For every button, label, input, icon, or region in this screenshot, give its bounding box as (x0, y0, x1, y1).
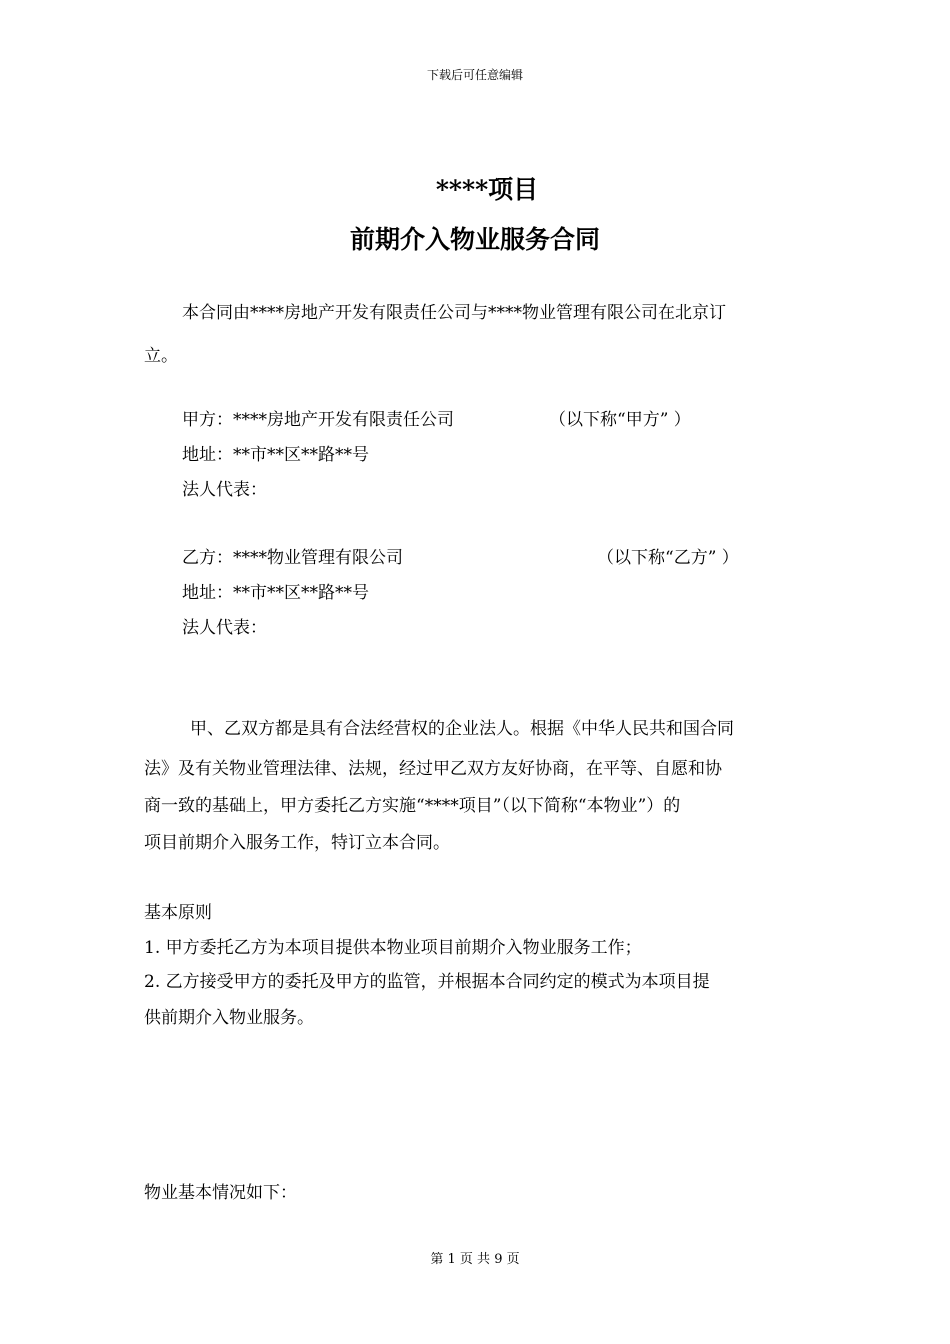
principle-item-1: 1. 甲方委托乙方为本项目提供本物业项目前期介入物业服务工作； (144, 938, 642, 958)
party-a-alias: （以下称“甲方” ） (549, 410, 691, 430)
page-footer: 第 1 页 共 9 页 (430, 1252, 520, 1267)
preamble-line-1: 甲、乙双方都是具有合法经营权的企业法人。根据《中华人民共和国合同 (190, 719, 734, 739)
title-contract: 前期介入物业服务合同 (349, 225, 600, 254)
party-b-name: 乙方：****物业管理有限公司 (182, 548, 403, 568)
party-b-alias: （以下称“乙方” ） (597, 548, 739, 568)
party-b-rep: 法人代表： (182, 618, 267, 638)
header-note: 下载后可任意编辑 (426, 68, 523, 82)
party-a-rep: 法人代表： (182, 480, 267, 500)
principles-heading: 基本原则 (144, 903, 212, 923)
preamble-line-4: 项目前期介入服务工作，特订立本合同。 (144, 833, 450, 853)
preamble-line-3: 商一致的基础上，甲方委托乙方实施“****项目”（以下简称“本物业”）的 (144, 796, 681, 816)
principle-item-2-line-2: 供前期介入物业服务。 (144, 1008, 314, 1028)
preamble-line-2: 法》及有关物业管理法律、法规，经过甲乙双方友好协商，在平等、自愿和协 (144, 759, 722, 779)
title-project: ****项目 (435, 175, 539, 204)
basic-info-heading: 物业基本情况如下： (144, 1183, 297, 1203)
party-b-address: 地址：**市**区**路**号 (182, 583, 369, 603)
party-a-name: 甲方：****房地产开发有限责任公司 (182, 410, 454, 430)
party-a-address: 地址：**市**区**路**号 (182, 445, 369, 465)
intro-line-1: 本合同由****房地产开发有限责任公司与****物业管理有限公司在北京订 (182, 303, 726, 323)
intro-line-2: 立。 (144, 346, 178, 366)
principle-item-2-line-1: 2. 乙方接受甲方的委托及甲方的监管，并根据本合同约定的模式为本项目提 (144, 972, 710, 992)
